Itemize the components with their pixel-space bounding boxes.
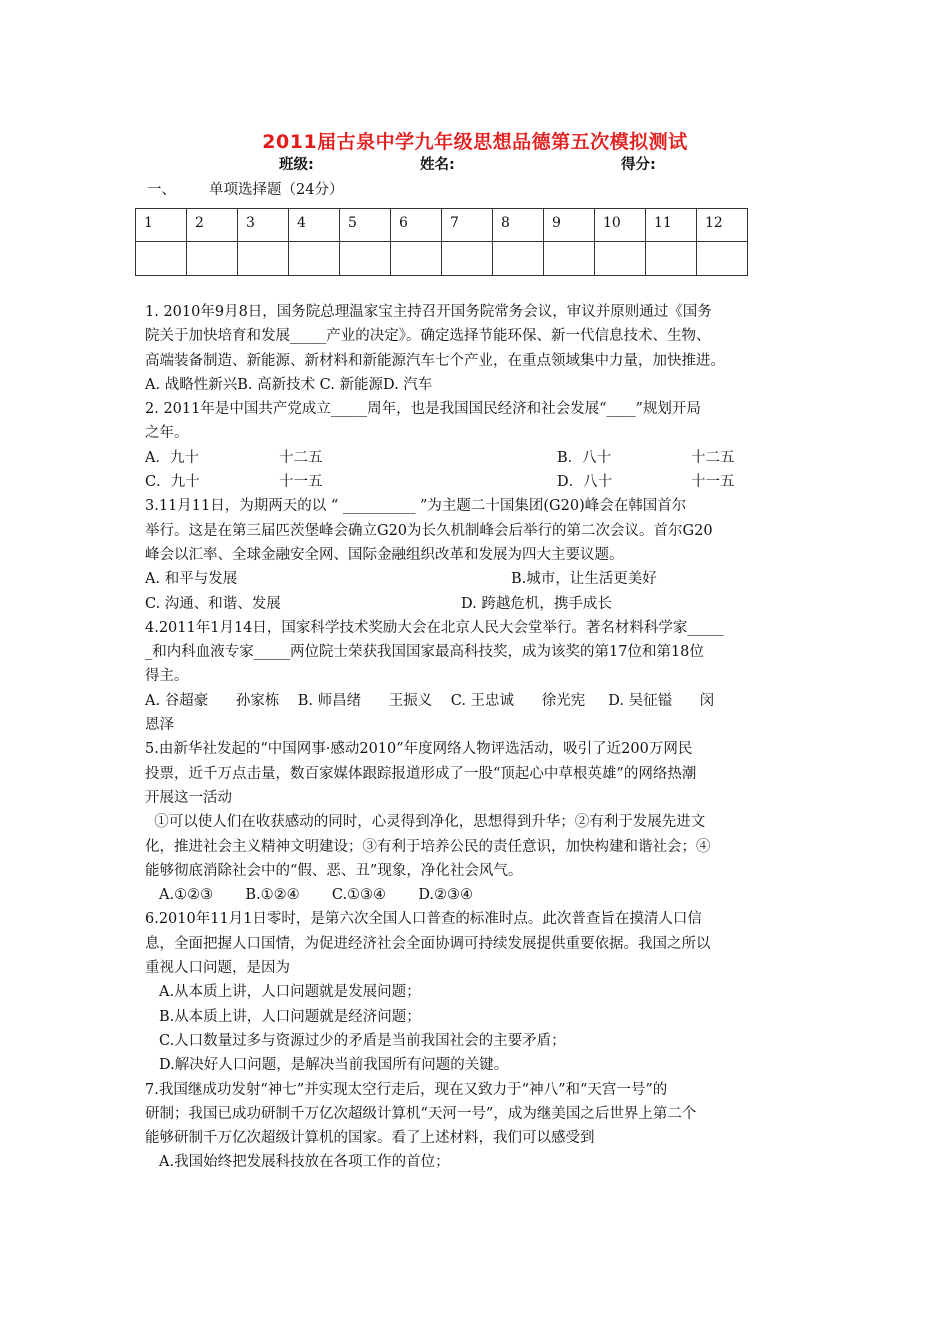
answer-cell[interactable] [391, 242, 442, 276]
answer-header-cell: 1 [136, 209, 187, 242]
q3-line: 举行。这是在第三届匹茨堡峰会确立G20为长久机制峰会后举行的第二次会议。首尔G20 [145, 522, 713, 539]
q4-line: 4.2011年1月14日，国家科学技术奖励大会在北京人民大会堂举行。著名材料科学家_____ [145, 619, 724, 636]
answer-cell[interactable] [697, 242, 748, 276]
q2-option-a: A．九十 [145, 449, 199, 466]
q1-line: 院关于加快培育和发展_____产业的决定》。确定选择节能环保、新一代信息技术、生物、 [145, 328, 711, 345]
q5-line: 投票，近千万点击量，数百家媒体跟踪报道形成了一股“顶起心中草根英雄”的网络热潮 [145, 765, 697, 782]
answer-header-cell: 11 [646, 209, 697, 242]
answer-header-cell: 10 [595, 209, 646, 242]
q5-line: 能够彻底消除社会中的“假、恶、丑”现象，净化社会风气。 [145, 862, 523, 879]
q6-option-a: A.从本质上讲，人口问题就是发展问题； [159, 984, 421, 1001]
q6-option-b: B.从本质上讲，人口问题就是经济问题； [159, 1008, 421, 1025]
q3-line: 峰会以汇率、全球金融安全网、国际金融组织改革和发展为四大主要议题。 [145, 546, 624, 563]
q7-option-a: A.我国始终把发展科技放在各项工作的首位； [159, 1154, 450, 1171]
q3-option-d: D. 跨越危机，携手成长 [461, 595, 612, 612]
class-label: 班级: [279, 157, 314, 173]
q3-option-a: A. 和平与发展 [145, 571, 238, 588]
answer-cell[interactable] [340, 242, 391, 276]
questions [145, 300, 810, 1175]
answer-header-cell: 6 [391, 209, 442, 242]
q5-options: A.①②③ B.①②④ C.①③④ D.②③④ [159, 887, 474, 904]
answer-cell[interactable] [289, 242, 340, 276]
answer-cell[interactable] [136, 242, 187, 276]
answer-header-cell: 9 [544, 209, 595, 242]
score-label: 得分: [621, 157, 656, 173]
answer-cell[interactable] [646, 242, 697, 276]
q4-options: A. 谷超豪 孙家栋 B. 师昌绪 王振义 C. 王忠诚 徐光宪 D. 吴征镒 闵 [145, 692, 715, 709]
q6-line: 息，全面把握人口国情，为促进经济社会全面协调可持续发展提供重要依据。我国之所以 [145, 935, 711, 952]
q3-option-b: B.城市，让生活更美好 [511, 571, 657, 588]
answer-header-cell: 7 [442, 209, 493, 242]
exam-title: 2011届古泉中学九年级思想品德第五次模拟测试 [262, 131, 688, 153]
q7-line: 能够研制千万亿次超级计算机的国家。看了上述材料，我们可以感受到 [145, 1130, 595, 1147]
q3-options-row [145, 567, 810, 591]
q5-line: 5.由新华社发起的“中国网事·感动2010”年度网络人物评选活动，吸引了近200万网民 [145, 741, 693, 758]
answer-header-cell: 5 [340, 209, 391, 242]
name-label: 姓名: [420, 157, 455, 173]
answer-table [135, 208, 748, 276]
q2-option-d-value: 十一五 [691, 474, 735, 491]
q6-option-d: D.解决好人口问题，是解决当前我国所有问题的关键。 [159, 1057, 509, 1074]
q3-line: 3.11月11日，为期两天的以 “ __________ ”为主题二十国集团(G20)峰会在韩国首尔 [145, 498, 687, 515]
q4-line: 得主。 [145, 668, 189, 685]
q7-line: 研制；我国已成功研制千万亿次超级计算机“天河一号”，成为继美国之后世界上第二个 [145, 1105, 697, 1122]
answer-table-blank-row [136, 242, 748, 276]
q7-line: 7.我国继成功发射“神七”并实现太空行走后，现在又致力于“神八”和“天宫一号”的 [145, 1081, 668, 1098]
section-text: 单项选择题（24分） [209, 182, 344, 198]
q4-line: _和内科血液专家_____两位院士荣获我国国家最高科技奖，成为该奖的第17位和第18位 [145, 644, 704, 661]
q2-option-d: D．八十 [557, 474, 613, 491]
q2-line: 2. 2011年是中国共产党成立_____周年，也是我国国民经济和社会发展“____”规划开局 [145, 401, 701, 418]
q2-option-c: C．九十 [145, 474, 200, 491]
q1-line: 1. 2010年9月8日，国务院总理温家宝主持召开国务院常务会议，审议并原则通过《国务 [145, 304, 712, 320]
q1-line: 高端装备制造、新能源、新材料和新能源汽车七个产业，在重点领域集中力量，加快推进。 [145, 352, 725, 369]
answer-cell[interactable] [187, 242, 238, 276]
q2-option-c-value: 十一五 [279, 474, 323, 491]
answer-cell[interactable] [544, 242, 595, 276]
q1-options: A. 战略性新兴B. 高新技术 C. 新能源D. 汽车 [145, 376, 433, 393]
answer-table-header-row [136, 209, 748, 242]
q5-line: 开展这一活动 [145, 789, 232, 806]
q3-options-row [145, 592, 810, 616]
answer-cell[interactable] [493, 242, 544, 276]
q6-line: 重视人口问题，是因为 [145, 960, 290, 977]
q5-line: 化，推进社会主义精神文明建设；③有利于培养公民的责任意识，加快构建和谐社会；④ [145, 838, 711, 855]
q2-options-row [145, 446, 810, 470]
q6-option-c: C.人口数量过多与资源过少的矛盾是当前我国社会的主要矛盾； [159, 1032, 566, 1049]
q4-line: 恩泽 [145, 717, 174, 734]
answer-header-cell: 4 [289, 209, 340, 242]
section-heading [147, 178, 343, 199]
q2-option-a-value: 十二五 [279, 449, 323, 466]
q2-options-row [145, 470, 810, 494]
q6-line: 6.2010年11月1日零时，是第六次全国人口普查的标准时点。此次普查旨在摸清人口信 [145, 911, 702, 928]
answer-header-cell: 8 [493, 209, 544, 242]
answer-header-cell: 12 [697, 209, 748, 242]
section-number: 一、 [147, 182, 176, 198]
q2-option-b-value: 十二五 [691, 449, 735, 466]
q2-line: 之年。 [145, 425, 189, 442]
answer-cell[interactable] [238, 242, 289, 276]
q5-line: ①可以使人们在收获感动的同时，心灵得到净化，思想得到升华；②有利于发展先进文 [145, 814, 706, 831]
answer-header-cell: 3 [238, 209, 289, 242]
q3-option-c: C. 沟通、和谐、发展 [145, 595, 281, 612]
q2-option-b: B．八十 [557, 449, 612, 466]
answer-header-cell: 2 [187, 209, 238, 242]
answer-cell[interactable] [595, 242, 646, 276]
answer-cell[interactable] [442, 242, 493, 276]
